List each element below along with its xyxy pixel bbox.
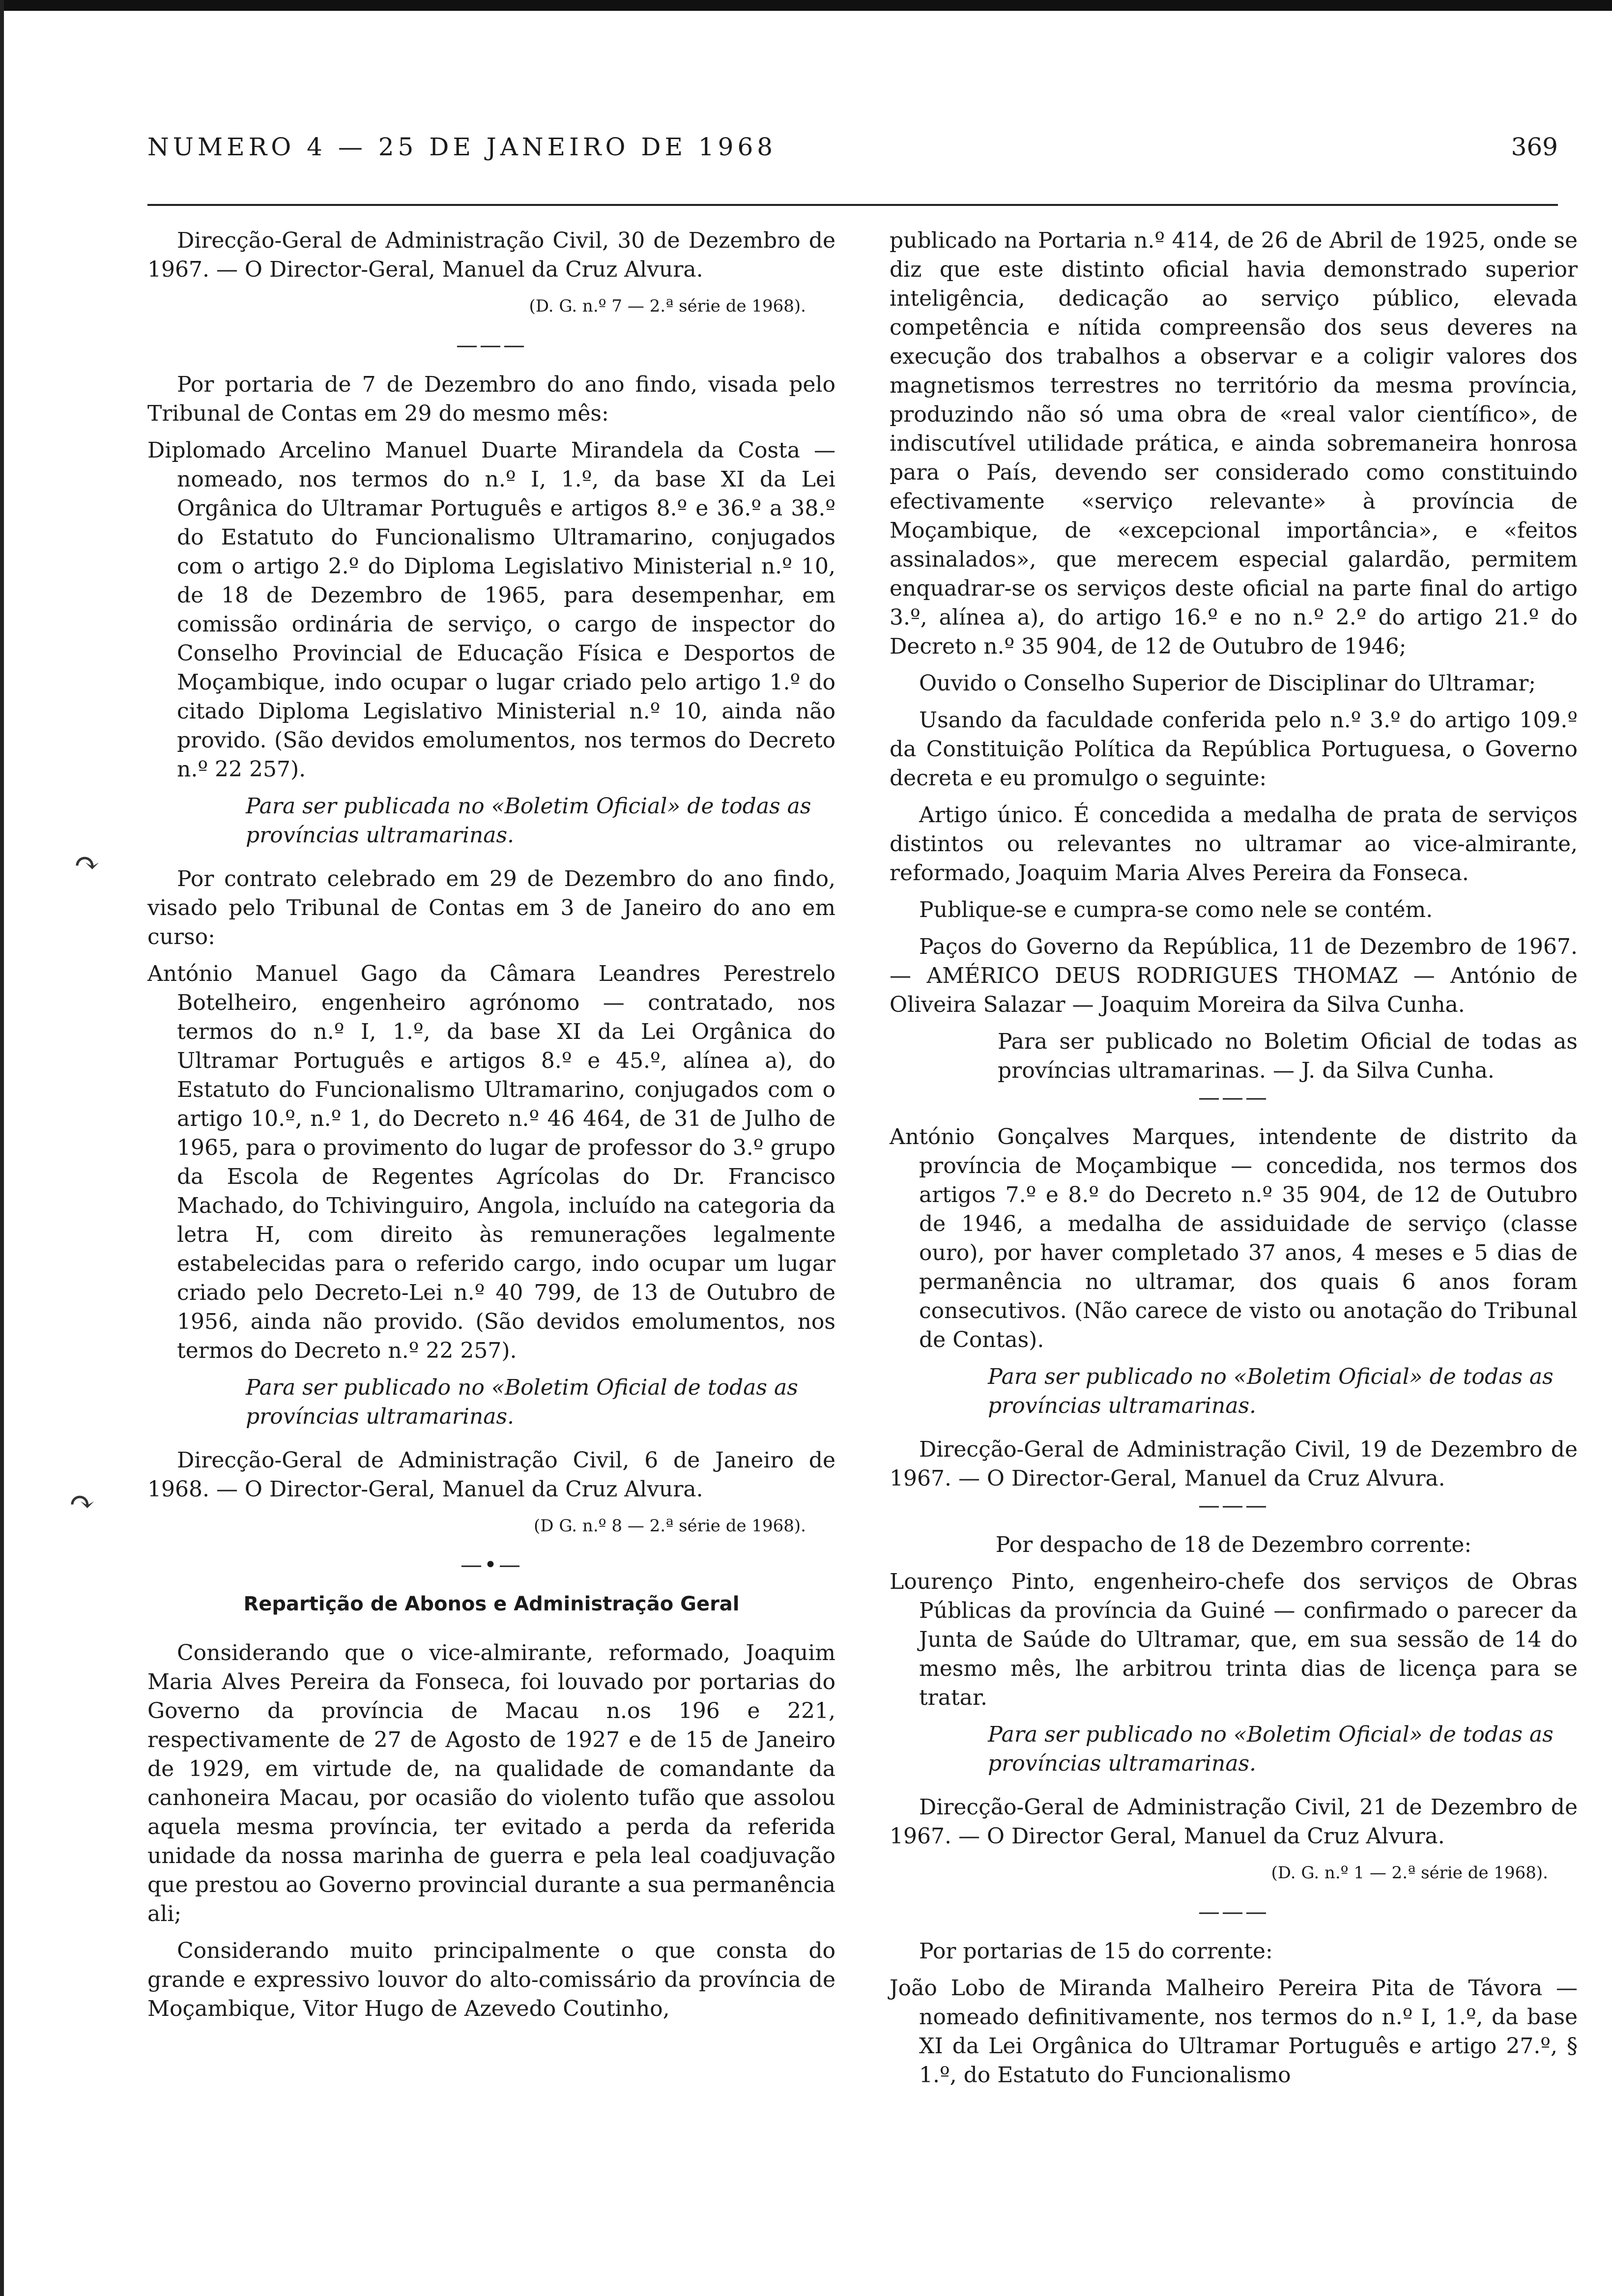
right-paragraph: Direcção-Geral de Administração Civil, 19 de Dezembro de 1967. — O Director-Geral, Manuel da Cruz Alvura. — [890, 1437, 1578, 1491]
right-paragraph: Por despacho de 18 de Dezembro corrente: — [995, 1532, 1472, 1557]
right-paragraph: Paços do Governo da República, 11 de Dezembro de 1967. — AMÉRICO DEUS RODRIGUES THOMAZ — António de Oliveira Salazar — Joaquim Moreira da Silva Cunha. — [890, 934, 1578, 1017]
right-paragraph: Por portarias de 15 do corrente: — [919, 1939, 1273, 1964]
right-paragraph: Direcção-Geral de Administração Civil, 21 de Dezembro de 1967. — O Director Geral, Manuel da Cruz Alvura. — [890, 1795, 1578, 1849]
right-paragraph: António Gonçalves Marques, intendente de distrito da província de Moçambique — concedida, nos termos dos artigos 7.º e 8.º do Decreto n.º 35 904, de 12 de Outubro de 1946, a medalha de assiduidade de serviço (classe ouro), por haver completado 37 anos, 4 meses e 5 dias de permanência no ultramar, dos quais 6 anos foram consecutivos. (Não carece de visto ou anotação do Tribunal de Contas). — [890, 1124, 1578, 1352]
right-publication-note: Para ser publicado no «Boletim Oficial» de todas as províncias ultramarinas. — [988, 1722, 1554, 1776]
right-publication-note: Para ser publicado no «Boletim Oficial» de todas as províncias ultramarinas. — [988, 1364, 1554, 1418]
margin-mark: ↷ — [69, 1484, 95, 1521]
left-separator: —•— — [461, 1552, 522, 1578]
right-paragraph: João Lobo de Miranda Malheiro Pereira Pita de Távora — nomeado definitivamente, nos termos do n.º I, 1.º, da base XI da Lei Orgânica do Ultramar Português e artigo 27.º, § 1.º, do Estatuto do Funcionalismo — [890, 1976, 1578, 2088]
left-source-note: (D. G. n.º 7 — 2.ª série de 1968). — [529, 296, 806, 316]
right-paragraph: Publique-se e cumpra-se como nele se contém. — [919, 897, 1433, 922]
left-paragraph: Direcção-Geral de Administração Civil, 6 de Janeiro de 1968. — O Director-Geral, Manuel da Cruz Alvura. — [147, 1448, 835, 1502]
left-paragraph: Por portaria de 7 de Dezembro do ano findo, visada pelo Tribunal de Contas em 29 do mesmo mês: — [147, 372, 835, 426]
right-paragraph: Usando da faculdade conferida pelo n.º 3.º do artigo 109.º da Constituição Política da República Portuguesa, o Governo decreta e eu promulgo o seguinte: — [890, 708, 1578, 791]
right-separator: ——— — [1198, 1085, 1269, 1110]
left-paragraph: Direcção-Geral de Administração Civil, 30 de Dezembro de 1967. — O Director-Geral, Manuel da Cruz Alvura. — [147, 228, 835, 282]
right-separator: ——— — [1198, 1493, 1269, 1518]
left-source-note: (D G. n.º 8 — 2.ª série de 1968). — [534, 1516, 806, 1536]
margin-mark: ↷ — [74, 845, 100, 882]
page-header — [147, 133, 1558, 177]
left-column — [147, 226, 835, 2031]
left-paragraph: António Manuel Gago da Câmara Leandres Perestrelo Botelheiro, engenheiro agrónomo — contratado, nos termos do n.º I, 1.º, da base XI da Lei Orgânica do Ultramar Português e artigos 8.º e 45.º, alínea a), do Estatuto do Funcionalismo Ultramarino, conjugados com o artigo 10.º, n.º 1, do Decreto n.º 46 464, de 31 de Julho de 1965, para o provimento do lugar de professor do 3.º grupo da Escola de Regentes Agrícolas do Dr. Francisco Machado, do Tchivinguiro, Angola, incluído na categoria da letra H, com direito às remunerações legalmente estabelecidas para o referido cargo, indo ocupar um lugar criado pelo Decreto-Lei n.º 40 799, de 13 de Outubro de 1956, ainda não provido. (São devidos emolumentos, nos termos do Decreto n.º 22 257). — [147, 961, 835, 1363]
left-paragraph: Considerando que o vice-almirante, reformado, Joaquim Maria Alves Pereira da Fonseca, foi louvado por portarias do Governo da província de Macau n.os 196 e 221, respectivamente de 27 de Agosto de 1927 e de 15 de Janeiro de 1929, em virtude de, na qualidade de comandante da canhoneira Macau, por ocasião do violento tufão que assolou aquela mesma província, ter evitado a perda da referida unidade da nossa marinha de guerra e pela leal coadjuvação que prestou ao Governo provincial durante a sua permanência ali; — [147, 1640, 835, 1926]
right-paragraph: Lourenço Pinto, engenheiro-chefe dos serviços de Obras Públicas da província da Guiné — confirmado o parecer da Junta de Saúde do Ultramar, que, em sua sessão de 14 do mesmo mês, lhe arbitrou trinta dias de licença para se tratar. — [890, 1569, 1578, 1710]
left-border — [0, 0, 4, 2296]
right-paragraph: Artigo único. É concedida a medalha de prata de serviços distintos ou relevantes no ultramar ao vice-almirante, reformado, Joaquim Maria Alves Pereira da Fonseca. — [890, 803, 1578, 886]
header-rule — [147, 204, 1558, 206]
right-paragraph: Ouvido o Conselho Superior de Disciplinar do Ultramar; — [919, 671, 1536, 696]
right-source-note: (D. G. n.º 1 — 2.ª série de 1968). — [1271, 1863, 1548, 1883]
left-publication-note: Para ser publicado no «Boletim Oficial de todas as províncias ultramarinas. — [246, 1375, 798, 1429]
left-paragraph: Diplomado Arcelino Manuel Duarte Mirandela da Costa — nomeado, nos termos do n.º I, 1.º, da base XI da Lei Orgânica do Ultramar Português e artigos 8.º e 36.º a 38.º do Estatuto do Funcionalismo Ultramarino, conjugados com o artigo 2.º do Diploma Legislativo Ministerial n.º 10, de 18 de Dezembro de 1965, para desempenhar, em comissão ordinária de serviço, o cargo de inspector do Conselho Provincial de Educação Física e Desportos de Moçambique, indo ocupar o lugar criado pelo artigo 1.º do citado Diploma Legislativo Ministerial n.º 10, ainda não provido. (São devidos emolumentos, nos termos do Decreto n.º 22 257). — [147, 438, 835, 782]
issue-line: NUMERO 4 — 25 DE JANEIRO DE 1968 — [147, 133, 777, 161]
left-publication-note: Para ser publicada no «Boletim Oficial» de todas as províncias ultramarinas. — [246, 794, 811, 848]
left-paragraph: Considerando muito principalmente o que consta do grande e expressivo louvor do alto-comissário da província de Moçambique, Vitor Hugo de Azevedo Coutinho, — [147, 1938, 835, 2021]
right-paragraph: publicado na Portaria n.º 414, de 26 de Abril de 1925, onde se diz que este distinto oficial havia demonstrado superior inteligência, dedicação ao serviço público, elevada competência e nítida compreensão dos seus deveres na execução dos trabalhos a observar e a coligir valores dos magnetismos terrestres no território da mesma província, produzindo não só uma obra de «real valor científico», de indiscutível utilidade prática, e ainda sobremaneira honrosa para o País, devendo ser considerado como constituindo efectivamente «serviço relevante» à província de Moçambique, de «excepcional importância», e «feitos assinalados», que merecem especial galardão, permitem enquadrar-se os serviços deste oficial na parte final do artigo 3.º, alínea a), do artigo 16.º e no n.º 2.º do artigo 21.º do Decreto n.º 35 904, de 12 de Outubro de 1946; — [890, 228, 1578, 659]
right-paragraph: Para ser publicado no Boletim Oficial de todas as províncias ultramarinas. — J. da Silva Cunha. — [998, 1029, 1578, 1083]
left-separator: ——— — [456, 333, 527, 358]
left-section-heading: Repartição de Abonos e Administração Geral — [243, 1593, 740, 1615]
right-column — [890, 226, 1578, 2097]
right-separator: ——— — [1198, 1899, 1269, 1924]
left-paragraph: Por contrato celebrado em 29 de Dezembro do ano findo, visado pelo Tribunal de Contas em 3 de Janeiro do ano em curso: — [147, 866, 835, 949]
top-border — [0, 0, 1612, 11]
page-number: 369 — [1511, 133, 1558, 161]
